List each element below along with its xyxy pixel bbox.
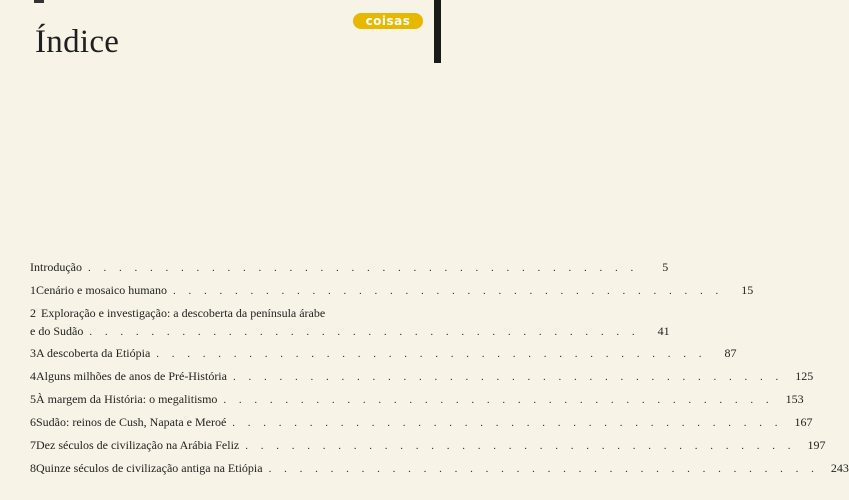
toc-entry-title: À margem da História: o megalitismo [36,392,218,406]
toc-entry-8[interactable] [30,461,849,484]
toc-entry-number: 8 [30,461,36,475]
leader-dots: . . . . . . . . . . . . . . . . . . . . . . . . . . . . . . . . . . . . [268,463,819,475]
toc-entry-7[interactable] [30,438,826,461]
toc-entry-title: Dez séculos de civilização na Arábia Feliz [36,438,240,452]
toc-entry-page: 153 [785,392,804,406]
table-of-contents [30,260,849,484]
leader-dots: . . . . . . . . . . . . . . . . . . . . . . . . . . . . . . . . . . . . [87,262,639,274]
leader-dots: . . . . . . . . . . . . . . . . . . . . . . . . . . . . . . . . . . . . [232,371,784,383]
leader-dots: . . . . . . . . . . . . . . . . . . . . . . . . . . . . . . . . . . . . [89,326,640,338]
toc-entry-number: 2 [30,306,36,320]
toc-entry-page: 125 [795,369,814,383]
toc-entry-2[interactable] [30,306,670,346]
toc-entry-title: Sudão: reinos de Cush, Napata e Meroé [36,415,227,429]
toc-entry-number: 1 [30,283,36,297]
toc-entry-title: A descoberta da Etiópia [36,346,151,360]
leader-dots: . . . . . . . . . . . . . . . . . . . . . . . . . . . . . . . . . . . . [223,394,774,406]
toc-entry-3[interactable] [30,346,737,369]
toc-entry-title: Quinze séculos de civilização antiga na Etiópia [36,461,263,475]
toc-entry-page: 87 [724,346,737,360]
page-title: Índice [35,24,120,60]
watermark-badge: coisas [353,13,423,29]
toc-entry-page: 197 [807,438,826,452]
toc-entry-6[interactable] [30,415,813,438]
toc-entry-1[interactable] [30,283,754,306]
leader-dots: . . . . . . . . . . . . . . . . . . . . . . . . . . . . . . . . . . . . [172,285,724,297]
toc-entry-number: 4 [30,369,36,383]
leader-dots: . . . . . . . . . . . . . . . . . . . . . . . . . . . . . . . . . . . . [232,417,783,429]
toc-entry-4[interactable] [30,369,814,392]
toc-entry-number: 7 [30,438,36,452]
toc-entry-page: 15 [741,283,754,297]
toc-entry-page: 5 [662,260,669,274]
toc-entry-title: Exploração e investigação: a descoberta da península árabe [41,306,326,320]
toc-entry-title: Introdução [30,260,82,274]
toc-entry-5[interactable] [30,392,804,415]
leader-dots: . . . . . . . . . . . . . . . . . . . . . . . . . . . . . . . . . . . . [245,440,796,452]
toc-entry-title-continued: e do Sudão [30,324,84,338]
toc-entry-page: 167 [794,415,813,429]
toc-entry-title: Cenário e mosaico humano [36,283,167,297]
toc-entry-title: Alguns milhões de anos de Pré-História [36,369,227,383]
toc-entry-number: 6 [30,415,36,429]
side-bar-decoration [434,0,441,63]
leader-dots: . . . . . . . . . . . . . . . . . . . . . . . . . . . . . . . . . . . . [156,348,707,360]
toc-entry-number: 3 [30,346,36,360]
toc-entry-page: 243 [830,461,849,475]
toc-entry-page: 41 [657,324,670,338]
top-edge-mark [34,0,44,3]
toc-entry-introducao[interactable] [30,260,669,283]
toc-entry-number: 5 [30,392,36,406]
